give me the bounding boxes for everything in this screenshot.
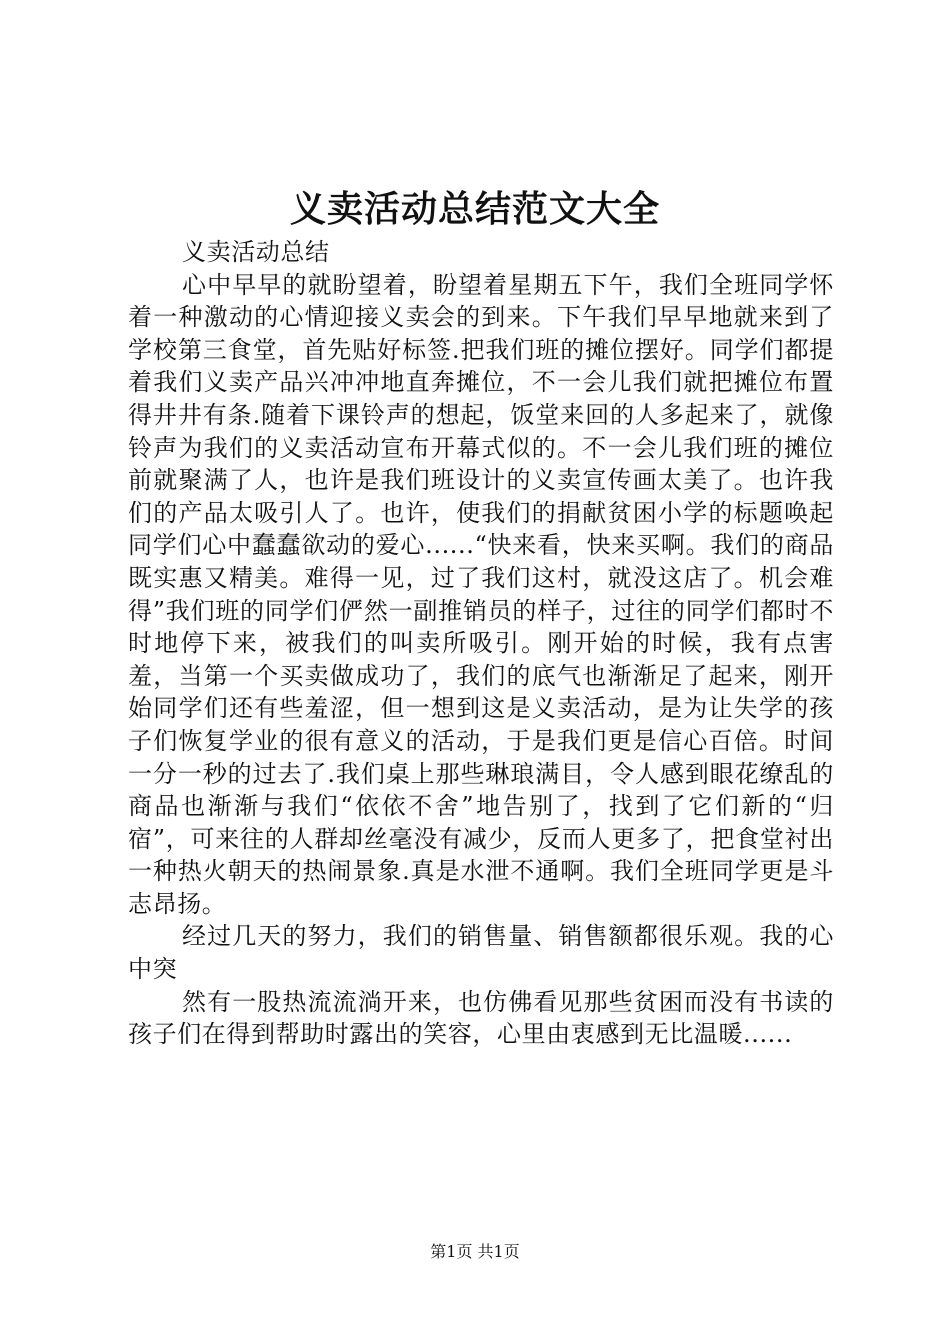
document-title: 义卖活动总结范文大全 (289, 188, 660, 230)
page-footer: 第1页 共1页 (430, 1242, 520, 1261)
paragraph-closing: 然有一股热流流淌开来，也仿佛看见那些贫困而没有书读的孩子们在得到帮助时露出的笑容，心里由衷感到无比温暖...... (128, 987, 834, 1049)
paragraph-subtitle: 义卖活动总结 (182, 238, 330, 266)
paragraph-effort: 经过几天的努力，我们的销售量、销售额都很乐观。我的心中突 (128, 922, 834, 984)
paragraph-main: 心中早早的就盼望着，盼望着星期五下午，我们全班同学怀着一种激动的心情迎接义卖会的到来。下午我们早早地就来到了学校第三食堂，首先贴好标签.把我们班的摊位摆好。同学们都提着我们义卖产品兴冲冲地直奔摊位，不一会儿我们就把摊位布置得井井有条.随着下课铃声的想起，饭堂来回的人多起来了，就像铃声为我们的义卖活动宣布开幕式似的。不一会儿我们班的摊位前就聚满了人，也许是我们班设计的义卖宣传画太美了。也许我们的产品太吸引人了。也许，使我们的捐献贫困小学的标题唤起同学们心中蠢蠢欲动的爱心......“快来看，快来买啊。我们的商品既实惠又精美。难得一见，过了我们这村，就没这店了。机会难得”我们班的同学们俨然一副推销员的样子，过往的同学们都时不时地停下来，被我们的叫卖所吸引。刚开始的时候，我有点害羞，当第一个买卖做成功了，我们的底气也渐渐足了起来，刚开始同学们还有些羞涩，但一想到这是义卖活动，是为让失学的孩子们恢复学业的很有意义的活动，于是我们更是信心百倍。时间一分一秒的过去了.我们桌上那些琳琅满目，令人感到眼花缭乱的商品也渐渐与我们“依依不舍”地告别了，找到了它们新的“归宿”，可来往的人群却丝毫没有减少，反而人更多了，把食堂衬出一种热火朝天的热闹景象.真是水泄不通啊。我们全班同学更是斗志昂扬。 (128, 270, 834, 918)
document-body (128, 236, 834, 1051)
